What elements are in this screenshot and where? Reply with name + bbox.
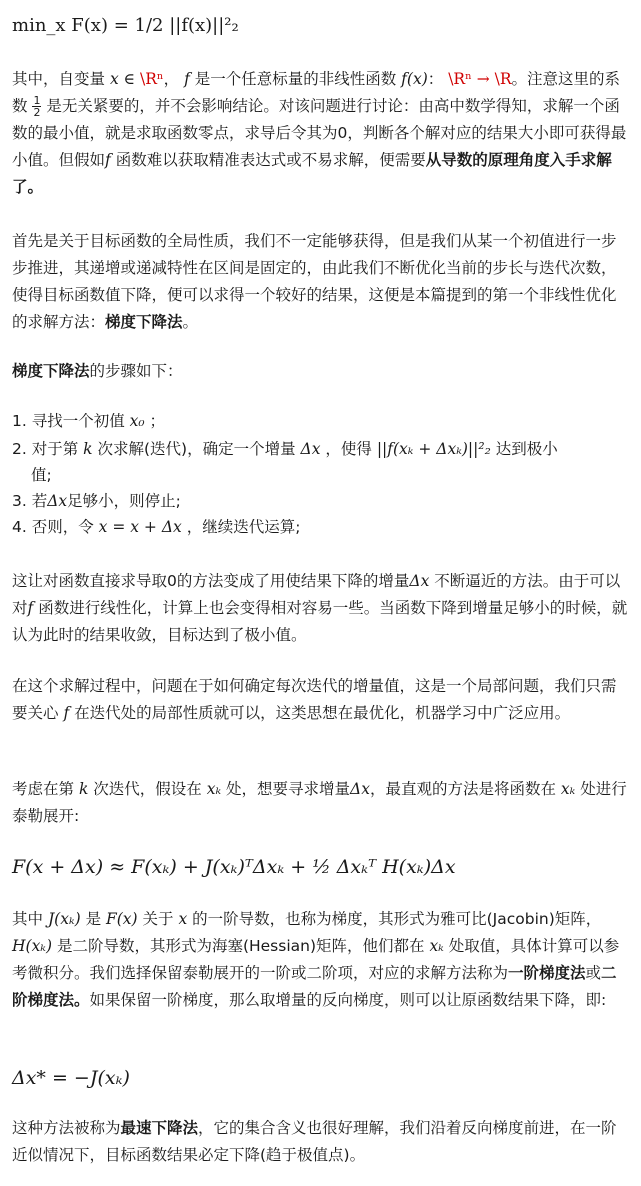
- list-item: 1. 寻找一个初值 x₀ ；: [12, 412, 166, 430]
- paragraph-steps-heading: 梯度下降法的步骤如下：: [12, 362, 183, 380]
- formula-objective: [12, 10, 239, 41]
- paragraph-taylor-intro: 考虑在第 k 次迭代，假设在 xₖ 处，想要寻求增量Δx，最直观的方法是将函数在 xₖ 处进行泰勒展开:: [12, 780, 627, 825]
- formula-objective-text: min_x F(x) = 1/2 ||f(x)||²₂: [12, 15, 239, 36]
- list-item: 3. 若Δx足够小，则停止;: [12, 492, 181, 510]
- paragraph-global: 首先是关于目标函数的全局性质，我们不一定能够获得，但是我们从某一个初值进行一步步推进，其递增或递减特性在区间是固定的，由此我们不断优化当前的步长与迭代次数，使得目标函数值下降，便可以求得一个较好的结果，这便是本篇提到的第一个非线性优化的求解方法：梯度下降法。: [12, 232, 617, 331]
- paragraph-intro: 其中，自变量 x ∈ \Rⁿ， f 是一个任意标量的非线性函数 f(x)： \Rⁿ → \R。注意这里的系数 $\frac{1}{2}$ 是无关紧要的，并不会影响结论。对该问题进行讨论：由高中数学得知，求解一个函数的最小值，就是求取函数零点，求导后令其为0，判断各个解对应的结果大小即可获得最小值。但假如f 函数难以获取精准表达式或不易求解，便需要从导数的原理角度入手求解了。: [12, 70, 627, 196]
- paragraph-gradient: 其中 J(xₖ) 是 F(x) 关于 x 的一阶导数，也称为梯度，其形式为雅可比(Jacobin)矩阵， H(xₖ) 是二阶导数，其形式为海塞(Hessian)矩阵，他们都在 xₖ 处取值，具体计算可以参考微积分。我们选择保留泰勒展开的一阶或二阶项，对应的求解方法称为一阶梯度法或二阶梯度法。如果保留一阶梯度，那么取增量的反向梯度，则可以让原函数结果下降，即:: [12, 910, 620, 1009]
- formula-steepest-descent: Δx* = −J(xₖ): [12, 1067, 130, 1089]
- paragraph-steepest: 这种方法被称为最速下降法，它的集合含义也很好理解，我们沿着反向梯度前进，在一阶近似情况下，目标函数结果必定下降(趋于极值点)。: [12, 1119, 617, 1164]
- paragraph-approach: 这让对函数直接求导取0的方法变成了用使结果下降的增量Δx 不断逼近的方法。由于可以对f 函数进行线性化，计算上也会变得相对容易一些。当函数下降到增量足够小的时候，就认为此时的结果收敛，目标达到了极小值。: [12, 572, 628, 644]
- list-item: 4. 否则，令 x = x + Δx ，继续迭代运算;: [12, 518, 301, 536]
- paragraph-local: 在这个求解过程中，问题在于如何确定每次迭代的增量值，这是一个局部问题，我们只需要关心 f 在迭代处的局部性质就可以，这类思想在最优化，机器学习中广泛应用。: [12, 677, 617, 722]
- steps-list: [12, 408, 630, 540]
- formula-taylor: F(x + Δx) ≈ F(xₖ) + J(xₖ)ᵀΔxₖ + ½ Δxₖᵀ H(xₖ)Δx: [12, 856, 456, 878]
- list-item: 2. 对于第 k 次求解(迭代)，确定一个增量 Δx ，使得 ||f(xₖ + Δxₖ)||²₂ 达到极小 值;: [12, 440, 558, 484]
- fraction-half: $\frac{1}{2}$: [33, 94, 41, 119]
